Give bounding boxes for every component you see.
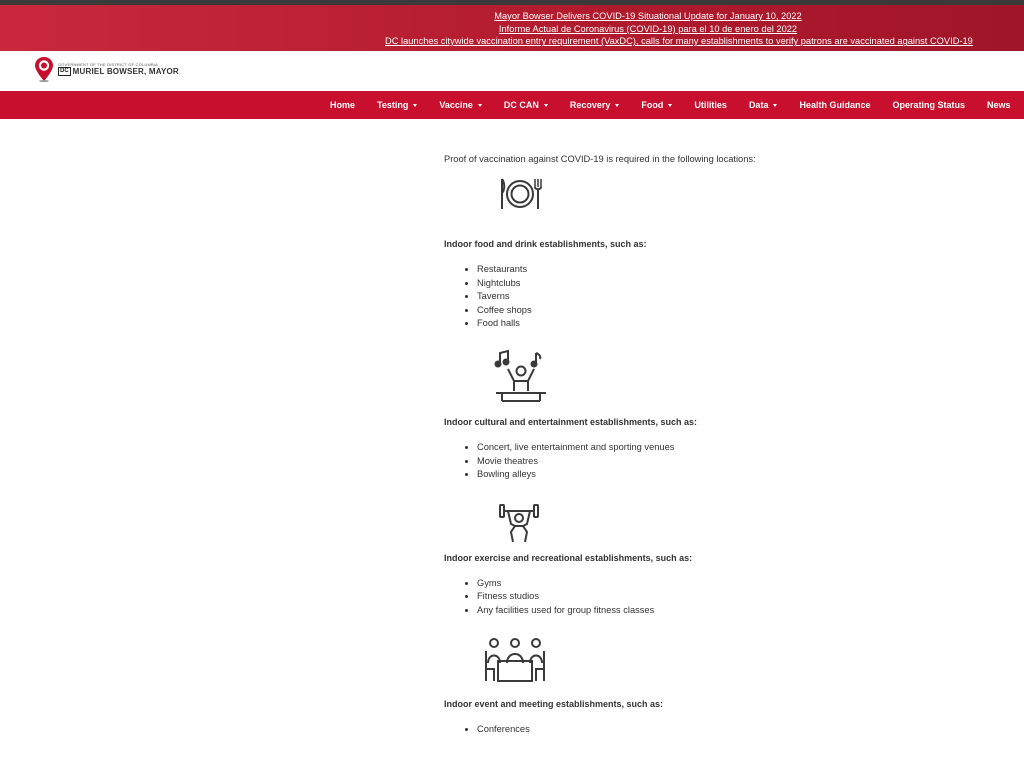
section-cultural — [444, 331, 844, 482]
list-item: • Taverns — [477, 290, 844, 304]
logo-dc-mark: DC — [60, 68, 69, 74]
plate-utensils-icon — [498, 175, 542, 213]
nav-data-label: Data — [748, 100, 769, 110]
nav-food-label: Food — [641, 100, 664, 110]
nav-vaccine[interactable] — [439, 100, 482, 110]
list-item: • Coffee shops — [477, 304, 844, 318]
list-item: • Gyms — [477, 577, 844, 591]
main-content — [444, 153, 844, 736]
section-event — [444, 618, 844, 737]
caret-down-icon — [544, 104, 548, 107]
section-event-heading: Indoor event and meeting establishments, such as: — [444, 698, 664, 709]
nav-health-guidance[interactable] — [799, 100, 870, 110]
alert-link-informe-actual[interactable]: Informe Actual de Coronavirus (COVID-19) para el 10 de enero del 2022 — [498, 23, 798, 34]
caret-down-icon — [773, 104, 777, 107]
logo-text — [58, 62, 179, 76]
nav-testing-label: Testing — [377, 100, 409, 110]
section-exercise-list — [444, 577, 844, 618]
list-item: • Nightclubs — [477, 277, 844, 291]
list-item: • Bowling alleys — [477, 468, 844, 482]
section-cultural-list — [444, 441, 844, 482]
nav-data[interactable] — [749, 100, 778, 110]
weightlifter-icon — [499, 502, 539, 544]
location-pin-icon — [34, 56, 54, 82]
section-food-list — [444, 263, 844, 331]
nav-testing[interactable] — [377, 100, 417, 110]
music-performer-icon — [494, 349, 548, 405]
caret-down-icon — [615, 104, 619, 107]
nav-recovery[interactable] — [570, 100, 620, 110]
intro-text: Proof of vaccination against COVID-19 is required in the following locations: — [444, 154, 756, 164]
nav-operating-status-label: Operating Status — [892, 100, 965, 110]
list-item: • Any facilities used for group fitness classes — [477, 604, 844, 618]
alert-link-situational-update[interactable]: Mayor Bowser Delivers COVID-19 Situational Update for January 10, 2022 — [494, 11, 802, 21]
nav-home-label: Home — [330, 100, 356, 110]
section-event-list — [444, 723, 844, 737]
section-food-heading: Indoor food and drink establishments, such as: — [444, 239, 647, 249]
list-item: • Movie theatres — [477, 455, 844, 469]
section-cultural-heading: Indoor cultural and entertainment establishments, such as: — [444, 416, 698, 427]
nav-home[interactable] — [330, 100, 355, 110]
caret-down-icon — [413, 104, 417, 107]
list-item: • Fitness studios — [477, 590, 844, 604]
section-exercise — [444, 482, 844, 618]
nav-recovery-label: Recovery — [569, 100, 611, 110]
logo-government-text: GOVERNMENT OF THE DISTRICT OF COLUMBIA — [58, 62, 159, 67]
site-logo[interactable] — [34, 56, 179, 82]
caret-down-icon — [668, 104, 672, 107]
alert-bar — [0, 5, 1024, 51]
nav-dc-can[interactable] — [504, 100, 548, 110]
main-nav-bar — [0, 91, 1024, 119]
nav-news[interactable] — [987, 100, 1011, 110]
nav-news-label: News — [986, 100, 1011, 110]
nav-vaccine-label: Vaccine — [439, 100, 473, 110]
nav-health-guidance-label: Health Guidance — [799, 100, 871, 110]
caret-down-icon — [478, 104, 482, 107]
main-nav — [330, 91, 1024, 119]
nav-operating-status[interactable] — [892, 100, 965, 110]
logo-mayor-name: MURIEL BOWSER, MAYOR — [72, 67, 179, 76]
site-header — [0, 51, 1024, 91]
list-item: • Restaurants — [477, 263, 844, 277]
alert-link-vaxdc[interactable]: DC launches citywide vaccination entry requirement (VaxDC), calls for many establishments to verify patrons are vaccinated against COVID-19 — [385, 36, 973, 47]
nav-food[interactable] — [641, 100, 672, 110]
list-item: • Concert, live entertainment and sporting venues — [477, 441, 844, 455]
section-food — [444, 165, 844, 331]
list-item: • Food halls — [477, 317, 844, 331]
alert-links — [385, 10, 973, 48]
list-item: • Conferences — [477, 723, 844, 737]
meeting-table-icon — [484, 637, 546, 685]
nav-utilities[interactable] — [694, 100, 727, 110]
nav-utilities-label: Utilities — [694, 100, 727, 110]
nav-dc-can-label: DC CAN — [503, 100, 539, 110]
section-exercise-heading: Indoor exercise and recreational establishments, such as: — [444, 552, 693, 563]
